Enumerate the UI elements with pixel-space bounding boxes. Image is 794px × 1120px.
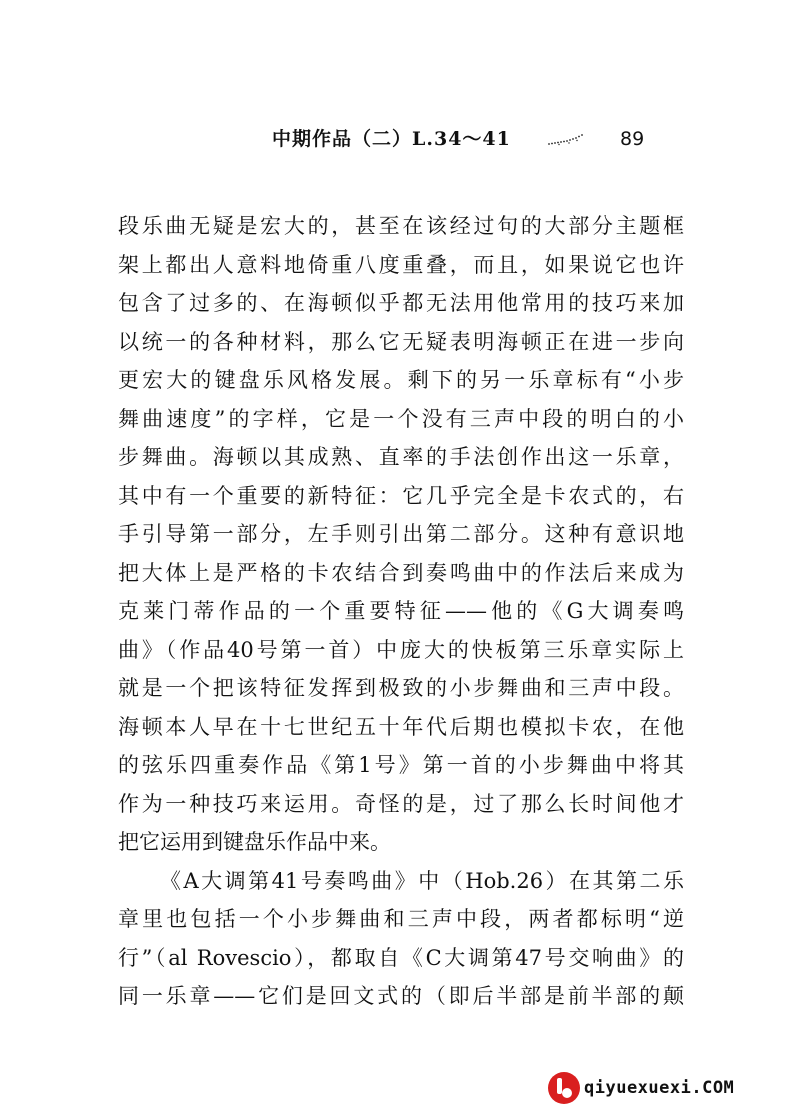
text-line: 的弦乐四重奏作品《第1号》第一首的小步舞曲中将其	[118, 753, 684, 777]
text-line: 更宏大的键盘乐风格发展。剩下的另一乐章标有“小步	[118, 368, 684, 392]
text-line: 手引导第一部分，左手则引出第二部分。这种有意识地	[118, 522, 684, 546]
text-line: 把大体上是严格的卡农结合到奏鸣曲中的作法后来成为	[118, 560, 684, 585]
text-line: 作为一种技巧来运用。奇怪的是，过了那么长时间他才	[118, 791, 684, 816]
text-line: 曲》（作品40号第一首）中庞大的快板第三乐章实际上	[118, 637, 684, 662]
text-line: 行”（al Rovescio），都取自《C大调第47号交响曲》的	[118, 945, 684, 970]
text-line: 把它运用到键盘乐作品中来。	[118, 830, 391, 854]
text-line: 就是一个把该特征发挥到极致的小步舞曲和三声中段。	[118, 676, 684, 700]
watermark-text: qiyuexuexi.COM	[584, 1078, 735, 1098]
text-line: 海顿本人早在十七世纪五十年代后期也模拟卡农，在他	[118, 714, 684, 739]
body-text	[118, 207, 684, 1016]
site-watermark	[548, 1068, 788, 1108]
text-line: 架上都出人意料地倚重八度重叠，而且，如果说它也许	[118, 252, 684, 277]
music-note-logo-icon	[548, 1072, 580, 1104]
text-line: 同一乐章——它们是回文式的（即后半部是前半部的颠	[118, 984, 684, 1008]
text-line: 舞曲速度”的字样，它是一个没有三声中段的明白的小	[118, 406, 684, 431]
page-number: 89	[620, 128, 645, 150]
running-header-title: 中期作品（二）L.34～41	[272, 128, 511, 150]
text-line: 章里也包括一个小步舞曲和三声中段，两者都标明“逆	[118, 907, 684, 931]
text-line: 《A大调第41号奏鸣曲》中（Hob.26）在其第二乐	[160, 868, 684, 893]
text-line: 以统一的各种材料，那么它无疑表明海顿正在进一步向	[118, 329, 684, 354]
text-line: 包含了过多的、在海顿似乎都无法用他常用的技巧来加	[118, 291, 684, 315]
text-line: 其中有一个重要的新特征：它几乎完全是卡农式的，右	[118, 483, 684, 508]
text-line: 段乐曲无疑是宏大的，甚至在该经过句的大部分主题框	[118, 214, 684, 238]
header-decoration-mark	[547, 132, 585, 146]
text-line: 步舞曲。海顿以其成熟、直率的手法创作出这一乐章，	[118, 445, 684, 469]
text-line: 克莱门蒂作品的一个重要特征——他的《G大调奏鸣	[118, 599, 684, 623]
